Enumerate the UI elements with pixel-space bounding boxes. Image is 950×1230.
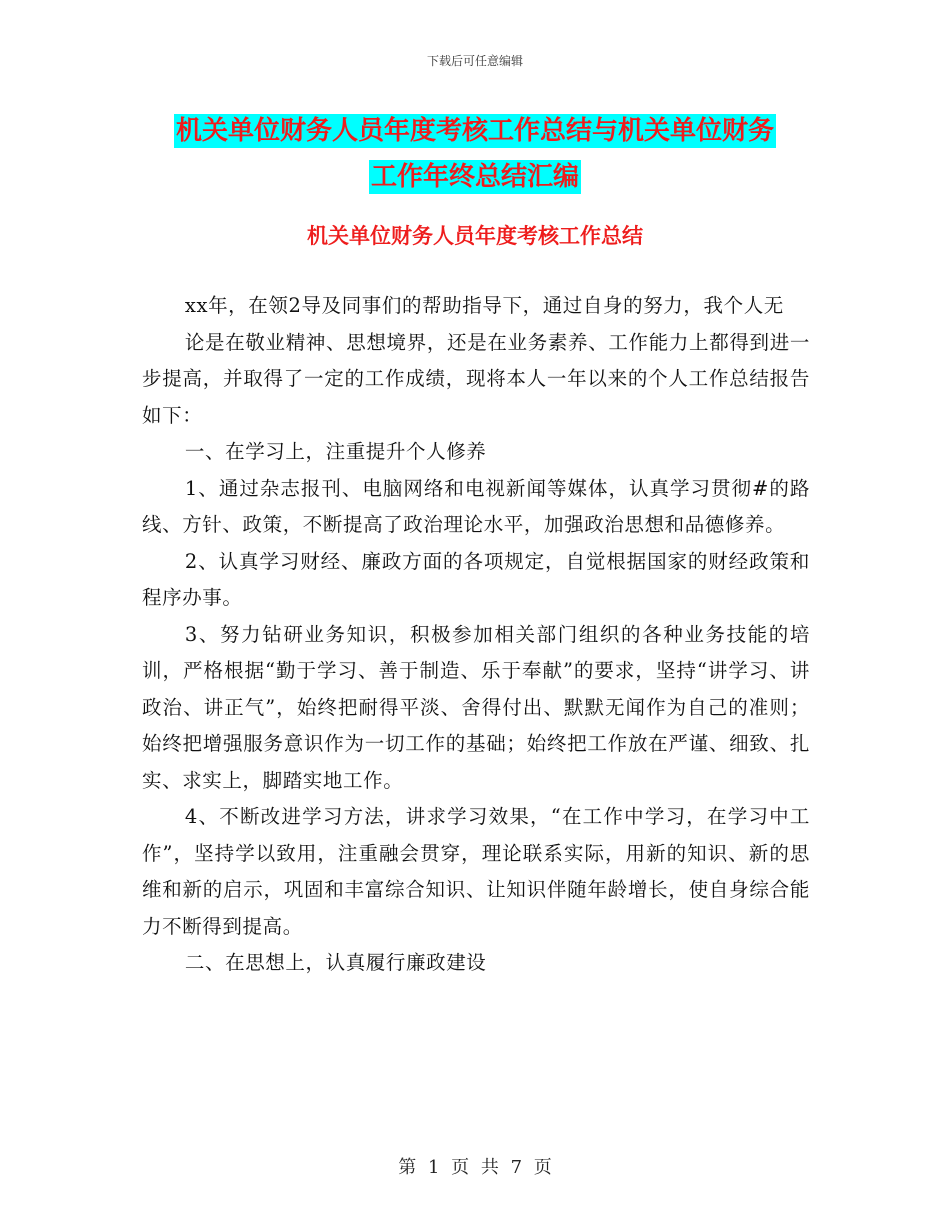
page-footer: 第 1 页 共 7 页 xyxy=(398,1157,552,1178)
paragraph: 4、不断改进学习方法，讲求学习效果，“在工作中学习，在学习中工作”，坚持学以致用，注重融会贯穿，理论联系实际，用新的知识、新的思维和新的启示，巩固和丰富综合知识、让知识伴随年龄增长，使自身综合能力不断得到提高。 xyxy=(142,805,810,938)
paragraph: xx年，在领2导及同事们的帮助指导下，通过自身的努力，我个人无 xyxy=(184,294,784,317)
body-text xyxy=(142,288,810,982)
paragraph: 2、认真学习财经、廉政方面的各项规定，自觉根据国家的财经政策和程序办事。 xyxy=(142,549,810,609)
document-title-line-1: 机关单位财务人员年度考核工作总结与机关单位财务 xyxy=(175,116,774,146)
paragraph: 3、努力钻研业务知识，积极参加相关部门组织的各种业务技能的培训，严格根据“勤于学习、善于制造、乐于奉献”的要求，坚持“讲学习、讲政治、讲正气”，始终把耐得平淡、舍得付出、默默无闻作为自己的准则；始终把增强服务意识作为一切工作的基础；始终把工作放在严谨、细致、扎实、求实上，脚踏实地工作。 xyxy=(142,622,810,792)
document-title xyxy=(140,108,810,200)
document-title-line-2: 工作年终总结汇编 xyxy=(370,162,579,192)
header-note: 下载后可任意编辑 xyxy=(426,54,523,68)
paragraph: 一、在学习上，注重提升个人修养 xyxy=(184,440,487,463)
section-title: 机关单位财务人员年度考核工作总结 xyxy=(307,224,643,248)
paragraph: 1、通过杂志报刊、电脑网络和电视新闻等媒体，认真学习贯彻#的路线、方针、政策，不断提高了政治理论水平，加强政治思想和品德修养。 xyxy=(142,476,810,536)
paragraph: 论是在敬业精神、思想境界，还是在业务素养、工作能力上都得到进一步提高，并取得了一定的工作成绩，现将本人一年以来的个人工作总结报告如下： xyxy=(142,330,810,427)
paragraph: 二、在思想上，认真履行廉政建设 xyxy=(184,951,487,974)
